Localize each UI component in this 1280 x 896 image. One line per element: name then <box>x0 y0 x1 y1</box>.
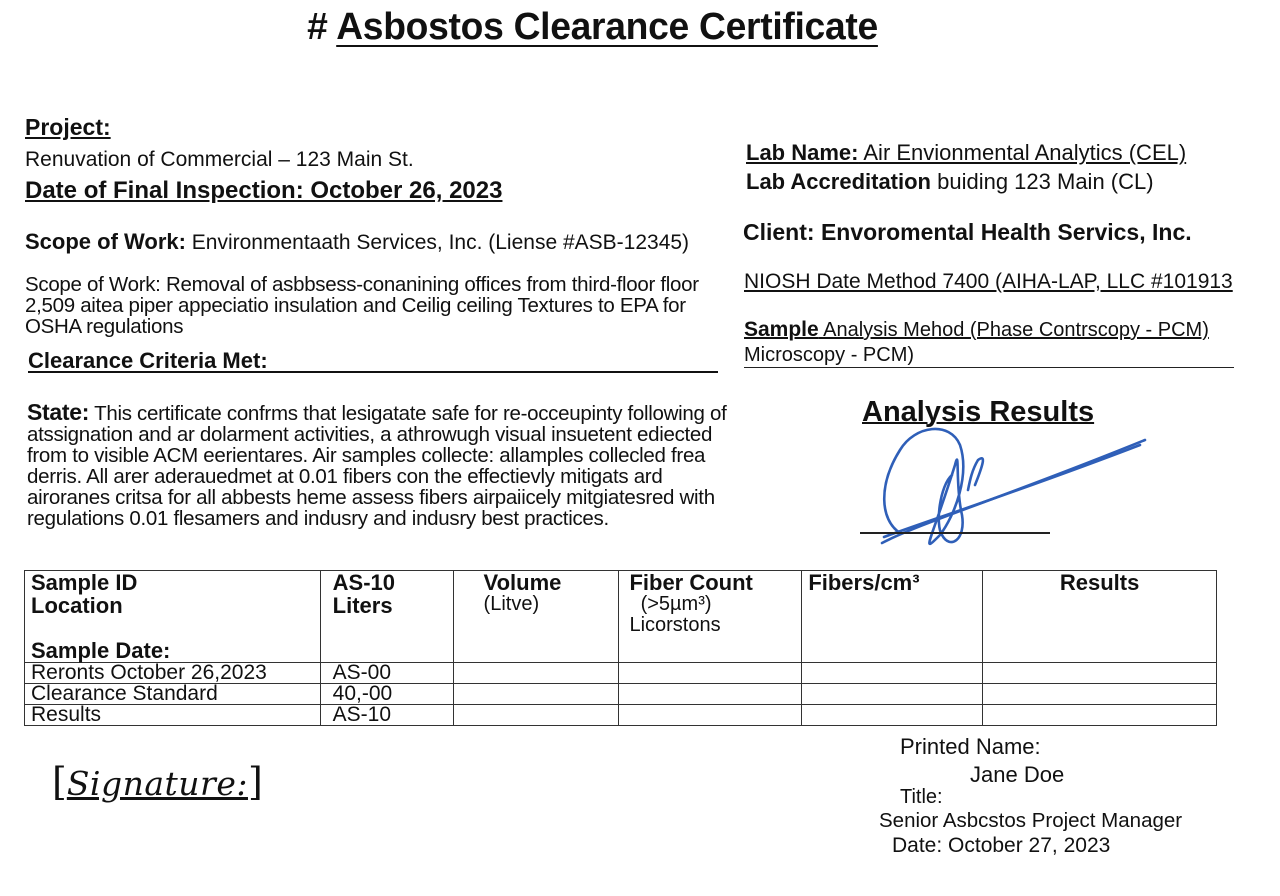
table-row <box>25 684 1217 705</box>
clearance-criteria-label: Clearance Criteria Met: <box>28 348 268 373</box>
project-value: Renuvation of Commercial – 123 Main St. <box>25 148 414 171</box>
cell-liters: AS-10 <box>320 705 453 726</box>
header-gap <box>31 617 314 639</box>
cell-volume <box>453 684 619 705</box>
header-volume <box>453 571 619 663</box>
header-liters <box>320 571 453 663</box>
document-title <box>12 6 1173 49</box>
header-volume-unit: (Litve) <box>483 593 540 615</box>
scope-label: Scope of Work: <box>25 229 186 254</box>
header-as10-label: AS-10 <box>332 570 396 595</box>
client-name: Client: Envoromental Health Servics, Inc. <box>743 219 1192 245</box>
sample-method-value: Analysis Mehod (Phase Contrscopy - PCM) <box>818 319 1209 341</box>
final-inspection-date: Date of Final Inspection: October 26, 2023 <box>25 177 503 204</box>
lab-accreditation-label: Lab Accreditation <box>746 169 931 194</box>
scope-contractor <box>25 229 689 255</box>
sample-analysis-method <box>744 318 1209 342</box>
printed-name-label: Printed Name: <box>900 734 1041 759</box>
sample-method-label: Sample <box>744 318 819 341</box>
scope-description: Scope of Work: Removal of asbbsess-conanining offices from third-floor floor 2,509 aitea piper appeciatio insulation and Ceilig ceiling Textures to EPA for OSHA regulations <box>25 273 699 338</box>
header-volume-label: Volume <box>483 570 562 595</box>
title-text: Asbostos Clearance Certificate <box>336 6 878 48</box>
certificate-statement <box>27 399 727 530</box>
sample-results-table <box>24 570 1217 726</box>
lab-accreditation-value: buiding 123 Main (CL) <box>931 169 1154 194</box>
title-label: Title: <box>900 786 943 808</box>
scope-contractor-value: Environmentaath Services, Inc. (Liense #ASB-12345) <box>185 231 690 254</box>
statement-text: This certificate confrms that lesigatate safe for re-occeupinty following of atssignation and ar dolarment activities, a athrowugh visual insuetent ediected from to visible ACM eerientares. Air samples collecte: allamples collecled frea derris. All arer aderauedmet at 0.01 fibers con the effectievly mitigats ard airoranes critsa for all abbests heme assess fibers airpaiicely mitgiatesred with regulations 0.01 flesamers and indusry and indusry best practices. <box>27 402 727 530</box>
clearance-criteria-line <box>28 371 718 373</box>
statement-label: State: <box>27 399 90 425</box>
cell-sample: Reronts October 26,2023 <box>25 663 321 684</box>
header-fibers-per-cm3 <box>802 571 983 663</box>
signature-field[interactable]: [Signature:] <box>52 760 263 804</box>
cell-result <box>983 705 1217 726</box>
signoff-date: Date: October 27, 2023 <box>892 834 1111 857</box>
header-fiber-size: (>5µm³) <box>629 593 712 615</box>
cell-volume <box>453 705 619 726</box>
cell-liters: AS-00 <box>320 663 453 684</box>
lab-name-label: Lab Name: <box>746 140 859 165</box>
cell-fiber-count <box>619 663 802 684</box>
header-sample-id <box>25 571 321 663</box>
header-fiber-count-label: Fiber Count <box>629 570 753 595</box>
cell-fibers-cm3 <box>802 663 983 684</box>
header-fibers-cm3-label: Fibers/cm³ <box>808 570 920 595</box>
project-label: Project: <box>25 114 111 140</box>
header-location-label: Location <box>31 593 123 618</box>
signature-line <box>860 532 1050 534</box>
header-fiber-unit: Licorstons <box>629 614 721 636</box>
cell-fibers-cm3 <box>802 705 983 726</box>
cell-fibers-cm3 <box>802 684 983 705</box>
header-results <box>983 571 1217 663</box>
table-row <box>25 663 1217 684</box>
cell-fiber-count <box>619 705 802 726</box>
header-results-label: Results <box>1059 570 1140 595</box>
header-liters-label: Liters <box>332 593 393 618</box>
signature-label: Signature: <box>66 764 248 803</box>
analysis-results-title: Analysis Results <box>862 396 1095 428</box>
printed-name-value: Jane Doe <box>970 762 1065 787</box>
handwritten-signature-icon <box>860 425 1160 555</box>
header-sample-date-label: Sample Date: <box>31 638 171 663</box>
niosh-method: NIOSH Date Method 7400 (AIHA-LAP, LLC #101913 <box>744 270 1233 293</box>
header-sample-id-label: Sample ID <box>31 570 138 595</box>
cell-sample: Clearance Standard <box>25 684 321 705</box>
cell-volume <box>453 663 619 684</box>
sample-method-underline <box>744 367 1234 368</box>
lab-name <box>746 140 1186 166</box>
lab-name-value: Air Envionmental Analytics (CEL) <box>858 140 1187 165</box>
title-hash: # <box>307 6 328 48</box>
lab-accreditation <box>746 169 1154 195</box>
header-fiber-count <box>619 571 802 663</box>
table-row <box>25 705 1217 726</box>
title-value: Senior Asbcstos Project Manager <box>879 809 1183 832</box>
sample-method-line2: Microscopy - PCM) <box>744 344 915 366</box>
table-header-row <box>25 571 1217 663</box>
cell-result <box>983 684 1217 705</box>
cell-fiber-count <box>619 684 802 705</box>
cell-liters: 40,-00 <box>320 684 453 705</box>
cell-sample: Results <box>25 705 321 726</box>
cell-result <box>983 663 1217 684</box>
